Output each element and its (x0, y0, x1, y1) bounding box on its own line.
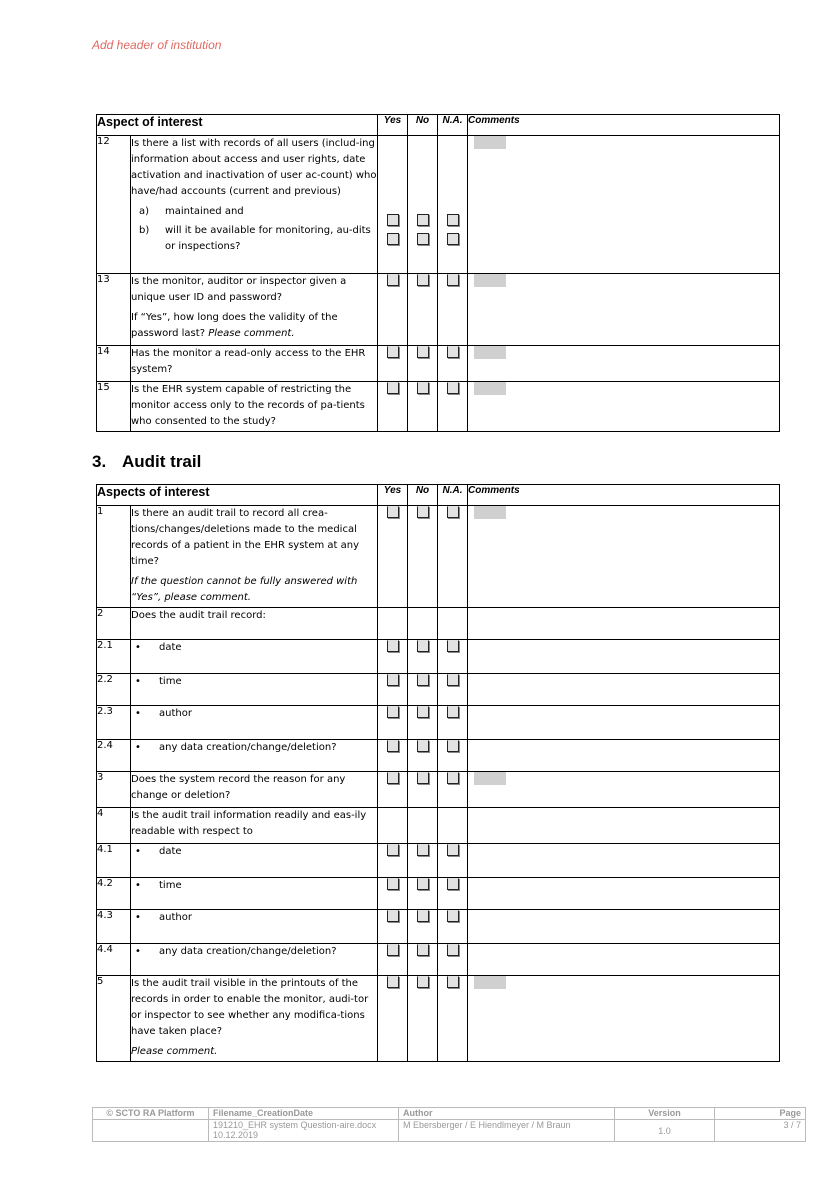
yes-checkbox[interactable] (387, 674, 399, 686)
table-row (97, 346, 780, 382)
bullet-text: date (159, 846, 182, 857)
table-row (97, 878, 780, 910)
na-checkbox[interactable] (447, 346, 459, 358)
yes-checkbox[interactable] (387, 976, 399, 988)
no-checkbox[interactable] (417, 772, 429, 784)
no-checkbox[interactable] (417, 506, 429, 518)
table-row (97, 274, 780, 346)
question-number: 2.4 (97, 740, 131, 772)
questionnaire-table-audit-trail (96, 484, 780, 1062)
question-text (131, 674, 378, 706)
na-checkbox[interactable] (447, 214, 459, 226)
na-checkbox[interactable] (447, 506, 459, 518)
comment-field[interactable] (474, 274, 506, 287)
na-checkbox[interactable] (447, 706, 459, 718)
no-checkbox[interactable] (417, 346, 429, 358)
table-row (97, 136, 780, 274)
bullet: • (135, 846, 141, 857)
na-header: N.A. (438, 485, 468, 506)
no-header: No (408, 115, 438, 136)
table-row (97, 910, 780, 944)
no-checkbox[interactable] (417, 706, 429, 718)
comment-field[interactable] (474, 136, 506, 149)
question-text: Is the audit trail information readily and eas-ily readable with respect to (131, 808, 378, 844)
bullet: • (135, 708, 141, 719)
please-comment-note: Please comment. (131, 1046, 218, 1057)
question-13-text: Is the monitor, auditor or inspector given a unique user ID and password? (131, 276, 347, 303)
question-13-followup (131, 310, 377, 342)
yes-checkbox[interactable] (387, 214, 399, 226)
question-number: 3 (97, 772, 131, 808)
question-number: 2.1 (97, 640, 131, 674)
question-number: 4.4 (97, 944, 131, 976)
section-number: 3. (92, 452, 107, 471)
na-checkbox[interactable] (447, 878, 459, 890)
bullet: • (135, 880, 141, 891)
followup-text: If “Yes”, how long does the validity of the password last? (131, 312, 338, 339)
question-1-text: Is there an audit trail to record all crea-tions/changes/deletions made to the medical records of a patient in the EHR system at any time? (131, 508, 360, 567)
sub-item-text: maintained and (165, 206, 244, 217)
no-checkbox[interactable] (417, 674, 429, 686)
question-number: 5 (97, 976, 131, 1062)
footer-copyright: © SCTO RA Platform (93, 1108, 209, 1120)
footer-page-label: Page (715, 1108, 806, 1120)
question-text (131, 706, 378, 740)
yes-checkbox[interactable] (387, 740, 399, 752)
comment-field[interactable] (474, 506, 506, 519)
question-number: 13 (97, 274, 131, 346)
no-checkbox[interactable] (417, 944, 429, 956)
table-row (97, 674, 780, 706)
na-checkbox[interactable] (447, 274, 459, 286)
footer-value-row (93, 1120, 806, 1142)
no-checkbox[interactable] (417, 844, 429, 856)
no-checkbox[interactable] (417, 233, 429, 245)
question-12-text: Is there a list with records of all users (includ-ing information about access and user rights, date activation and inactivation of user ac-count) who have/had accounts (current and previous) (131, 138, 377, 197)
question-text (131, 274, 378, 346)
table-row (97, 382, 780, 432)
question-text (131, 910, 378, 944)
yes-checkbox[interactable] (387, 382, 399, 394)
bullet-text: any data creation/change/deletion? (159, 742, 337, 753)
question-text (131, 878, 378, 910)
yes-header: Yes (378, 115, 408, 136)
no-checkbox[interactable] (417, 740, 429, 752)
yes-checkbox[interactable] (387, 274, 399, 286)
sub-item-label: b) (139, 225, 150, 236)
question-1-note: If the question cannot be fully answered with “Yes”, please comment. (131, 576, 358, 603)
aspect-header: Aspects of interest (97, 485, 378, 506)
question-text: Does the audit trail record: (131, 608, 378, 640)
no-checkbox[interactable] (417, 382, 429, 394)
no-checkbox[interactable] (417, 878, 429, 890)
yes-checkbox[interactable] (387, 944, 399, 956)
no-checkbox[interactable] (417, 640, 429, 652)
na-checkbox[interactable] (447, 844, 459, 856)
bullet: • (135, 642, 141, 653)
yes-checkbox[interactable] (387, 910, 399, 922)
na-header: N.A. (438, 115, 468, 136)
bullet-text: time (159, 880, 182, 891)
yes-header: Yes (378, 485, 408, 506)
table-row (97, 608, 780, 640)
section-title: Audit trail (122, 452, 202, 471)
na-checkbox[interactable] (447, 640, 459, 652)
section-heading (92, 452, 201, 472)
na-checkbox[interactable] (447, 910, 459, 922)
comments-header: Comments (468, 485, 780, 506)
question-text (131, 640, 378, 674)
yes-checkbox[interactable] (387, 844, 399, 856)
yes-checkbox[interactable] (387, 233, 399, 245)
question-text (131, 944, 378, 976)
table-header-row (97, 485, 780, 506)
footer-author-label: Author (399, 1108, 615, 1120)
question-number: 12 (97, 136, 131, 274)
no-checkbox[interactable] (417, 214, 429, 226)
yes-checkbox[interactable] (387, 878, 399, 890)
bullet: • (135, 742, 141, 753)
question-number: 14 (97, 346, 131, 382)
bullet: • (135, 676, 141, 687)
table-row (97, 740, 780, 772)
question-number: 4.2 (97, 878, 131, 910)
bullet-text: author (159, 912, 192, 923)
questionnaire-table-access (96, 114, 780, 432)
yes-checkbox[interactable] (387, 640, 399, 652)
comment-field[interactable] (474, 772, 506, 785)
bullet-text: date (159, 642, 182, 653)
question-5-text: Is the audit trail visible in the printouts of the records in order to enable the monitor, audi-tor or inspector to see whether any modifica-tions have taken place? (131, 978, 369, 1037)
question-number: 15 (97, 382, 131, 432)
question-text: Does the system record the reason for any change or deletion? (131, 772, 378, 808)
table-row (97, 506, 780, 608)
footer-filename-label: Filename_CreationDate (209, 1108, 399, 1120)
comment-field[interactable] (474, 346, 506, 359)
na-checkbox[interactable] (447, 674, 459, 686)
yes-checkbox[interactable] (387, 772, 399, 784)
table-row (97, 976, 780, 1062)
bullet-text: time (159, 676, 182, 687)
question-text: Is the EHR system capable of restricting the monitor access only to the records of pa-tients who consented to the study? (131, 382, 378, 432)
table-row (97, 844, 780, 878)
please-comment-note: Please comment. (208, 328, 295, 339)
sub-item-b (131, 223, 377, 255)
no-header: No (408, 485, 438, 506)
bullet-text: any data creation/change/deletion? (159, 946, 337, 957)
table-header-row (97, 115, 780, 136)
comments-header: Comments (468, 115, 780, 136)
sub-item-label: a) (139, 206, 150, 217)
sub-item-a (131, 204, 377, 220)
footer-header-row (93, 1108, 806, 1120)
footer-version-label: Version (615, 1108, 715, 1120)
no-checkbox[interactable] (417, 274, 429, 286)
sub-item-text: will it be available for monitoring, au-dits or inspections? (165, 225, 371, 252)
no-checkbox[interactable] (417, 976, 429, 988)
na-checkbox[interactable] (447, 382, 459, 394)
table-row (97, 808, 780, 844)
bullet: • (135, 912, 141, 923)
question-number: 2.2 (97, 674, 131, 706)
footer-filename: 191210_EHR system Question-aire.docx 10.12.2019 (209, 1120, 399, 1142)
na-checkbox[interactable] (447, 772, 459, 784)
question-text (131, 506, 378, 608)
institution-header-placeholder: Add header of institution (92, 38, 222, 52)
document-footer (92, 1107, 806, 1142)
question-number: 1 (97, 506, 131, 608)
question-number: 4.1 (97, 844, 131, 878)
aspect-header: Aspect of interest (97, 115, 378, 136)
question-text (131, 136, 378, 274)
footer-page-number: 3 / 7 (715, 1120, 806, 1142)
question-text (131, 740, 378, 772)
question-number: 2.3 (97, 706, 131, 740)
na-checkbox[interactable] (447, 740, 459, 752)
bullet-text: author (159, 708, 192, 719)
comment-field[interactable] (474, 976, 506, 989)
yes-checkbox[interactable] (387, 706, 399, 718)
table-row (97, 772, 780, 808)
question-text (131, 844, 378, 878)
na-checkbox[interactable] (447, 944, 459, 956)
comment-field[interactable] (474, 382, 506, 395)
table-row (97, 640, 780, 674)
footer-version: 1.0 (615, 1120, 715, 1142)
yes-checkbox[interactable] (387, 346, 399, 358)
footer-author: M Ebersberger / E Hiendlmeyer / M Braun (399, 1120, 615, 1142)
table-row (97, 944, 780, 976)
table-row (97, 706, 780, 740)
yes-checkbox[interactable] (387, 506, 399, 518)
question-number: 4 (97, 808, 131, 844)
na-checkbox[interactable] (447, 233, 459, 245)
na-checkbox[interactable] (447, 976, 459, 988)
question-number: 2 (97, 608, 131, 640)
bullet: • (135, 946, 141, 957)
question-text: Has the monitor a read-only access to the EHR system? (131, 346, 378, 382)
question-number: 4.3 (97, 910, 131, 944)
question-text (131, 976, 378, 1062)
no-checkbox[interactable] (417, 910, 429, 922)
